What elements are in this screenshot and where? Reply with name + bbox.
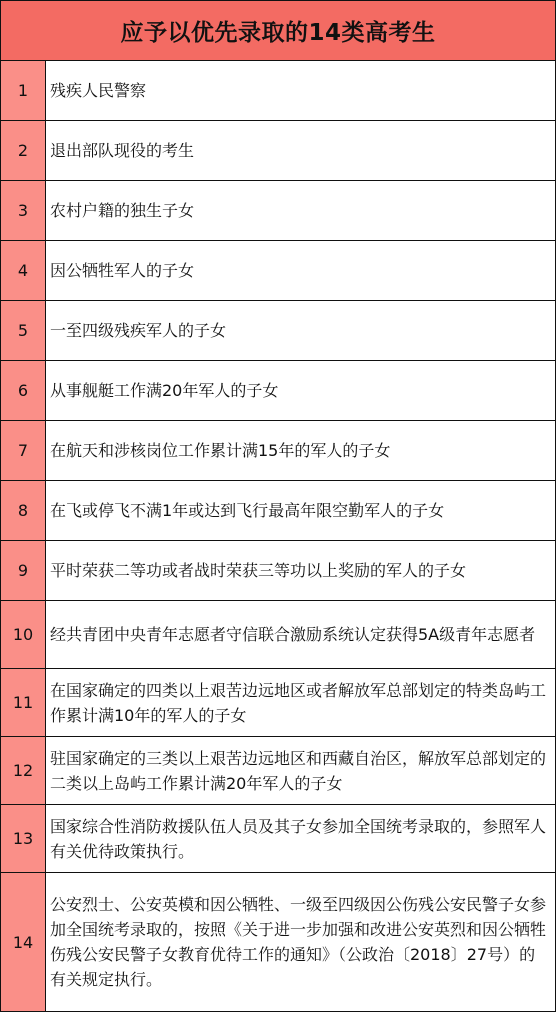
- row-text: 经共青团中央青年志愿者守信联合激励系统认定获得5A级青年志愿者: [50, 625, 536, 644]
- table-row: [1, 361, 555, 421]
- table-header: [1, 1, 555, 61]
- row-number: 9: [1, 541, 46, 600]
- table-row: [1, 301, 555, 361]
- row-number: 13: [1, 805, 46, 872]
- table-row: [1, 873, 555, 1011]
- row-text: 农村户籍的独生子女: [50, 201, 195, 220]
- row-text: 公安烈士、公安英模和因公牺牲、一级至四级因公伤残公安民警子女参加全国统考录取的，按照《关于进一步加强和改进公安英烈和因公牺牲伤残公安民警子女教育优待工作的通知》（公政治〔2018〕27号）的有关规定执行。: [50, 895, 547, 989]
- row-text: 在国家确定的四类以上艰苦边远地区或者解放军总部划定的特类岛屿工作累计满10年的军人的子女: [50, 680, 547, 725]
- row-text: 从事舰艇工作满20年军人的子女: [50, 381, 279, 400]
- table-row: [1, 181, 555, 241]
- row-text: 因公牺牲军人的子女: [50, 261, 195, 280]
- table-row: [1, 121, 555, 181]
- row-number: 12: [1, 737, 46, 804]
- row-text: 平时荣获二等功或者战时荣获三等功以上奖励的军人的子女: [50, 561, 467, 580]
- table-row: [1, 669, 555, 737]
- table-row: [1, 601, 555, 669]
- row-text: 在航天和涉核岗位工作累计满15年的军人的子女: [50, 441, 391, 460]
- table-row: [1, 737, 555, 805]
- row-number: 8: [1, 481, 46, 540]
- row-number: 6: [1, 361, 46, 420]
- table-row: [1, 421, 555, 481]
- row-text: 在飞或停飞不满1年或达到飞行最高年限空勤军人的子女: [50, 501, 445, 520]
- row-text: 退出部队现役的考生: [50, 141, 195, 160]
- table-title: 应予以优先录取的14类高考生: [120, 20, 436, 46]
- row-text: 一至四级残疾军人的子女: [50, 321, 227, 340]
- row-number: 5: [1, 301, 46, 360]
- row-number: 14: [1, 873, 46, 1011]
- table-row: [1, 241, 555, 301]
- row-number: 3: [1, 181, 46, 240]
- table-row: [1, 805, 555, 873]
- row-text: 驻国家确定的三类以上艰苦边远地区和西藏自治区，解放军总部划定的二类以上岛屿工作累计满20年军人的子女: [50, 748, 547, 793]
- table-row: [1, 541, 555, 601]
- table-row: [1, 61, 555, 121]
- row-number: 1: [1, 61, 46, 120]
- row-text: 国家综合性消防救援队伍人员及其子女参加全国统考录取的，参照军人有关优待政策执行。: [50, 816, 547, 861]
- row-number: 10: [1, 601, 46, 668]
- row-number: 2: [1, 121, 46, 180]
- row-number: 11: [1, 669, 46, 736]
- table-row: [1, 481, 555, 541]
- row-number: 4: [1, 241, 46, 300]
- row-number: 7: [1, 421, 46, 480]
- row-text: 残疾人民警察: [50, 81, 147, 100]
